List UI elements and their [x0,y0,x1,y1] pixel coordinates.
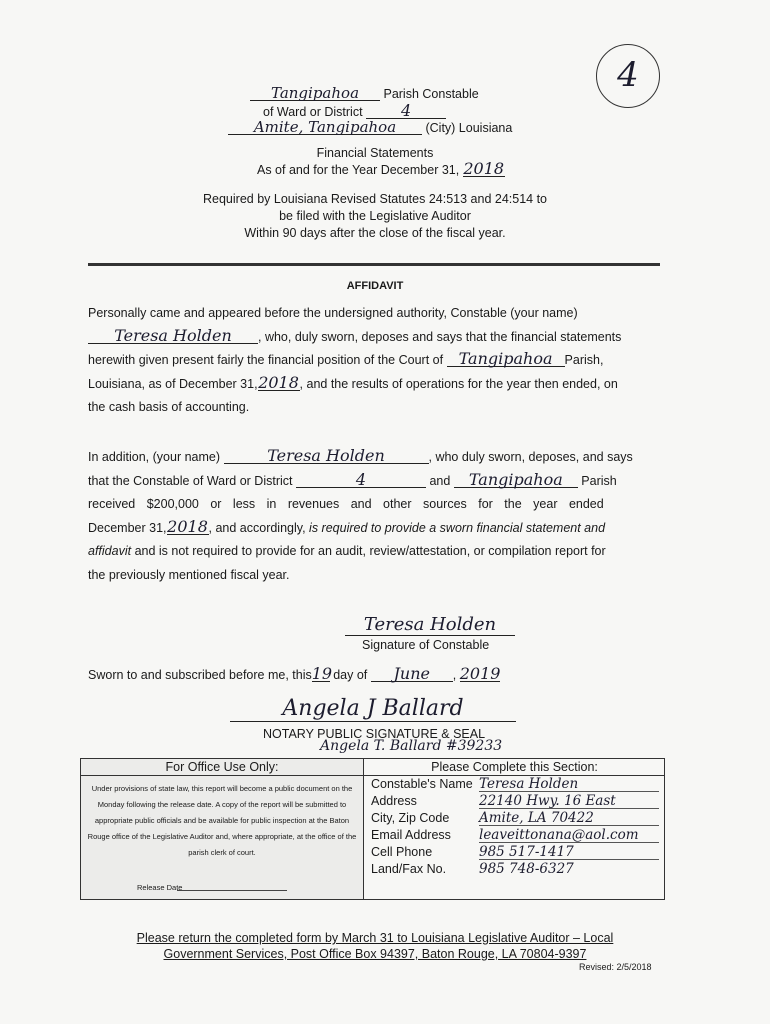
row-value-land-fax: 985 748-6327 [479,861,574,877]
row-label-email: Email Address [371,828,451,842]
constable-name-handwritten: Teresa Holden [88,329,258,344]
revised-date: Revised: 2/5/2018 [579,962,652,972]
header-ward-line [263,101,463,120]
p2-text-b: , who duly sworn, deposes, and says [428,450,633,464]
row-label-address: Address [371,794,417,808]
p1-year-handwritten: 2018 [258,372,299,392]
sworn-year-handwritten: 2019 [459,664,501,683]
parish-label: Parish Constable [383,87,479,101]
release-date-label: Release Date [137,883,183,892]
affidavit-title: AFFIDAVIT [346,280,404,292]
office-use-panel [81,759,364,899]
row-value-cell-phone: 985 517-1417 [479,845,659,860]
p2-text-g: December 31, [88,520,167,535]
row-value-email: leaveittonana@aol.com [479,828,659,843]
return-line-1: Please return the completed form by March 31 to Louisiana Legislative Auditor – Local [136,931,614,945]
row-label-constable-name: Constable's Name [371,777,473,791]
p2-text-c: that the Constable of Ward or District [88,473,293,488]
complete-section-title: Please Complete this Section: [431,760,598,774]
office-use-notice: Under provisions of state law, this report will become a public document on the Monday following the release date. A copy of the report will be submitted to appropriate public officials and be available for public inspection at the Baton Rouge office of the Legislative Auditor and, where appropriate, at the office of the parish clerk of court. [87,784,357,857]
sworn-text-c: , [452,668,457,682]
header-parish-line [250,86,510,101]
row-value-constable-name: Teresa Holden [479,777,659,792]
p1-text-f: , and the results of operations for the year then ended, on [299,376,618,391]
row-label-land-fax: Land/Fax No. [371,862,447,876]
p2-text-i: is required to provide a sworn financial statement and [309,520,606,535]
row-value-address: 22140 Hwy. 16 East [479,794,659,809]
p2-text-k: and is not required to provide for an audit, review/attestation, or compilation report for [134,544,606,558]
sworn-text-b: day of [333,668,368,682]
release-date-line [177,890,287,891]
affidavit-paragraph-2 [88,446,660,587]
p1-text-e: Louisiana, as of December 31, [88,376,258,391]
notary-name-handwritten: Angela T. Ballard #39233 [320,738,503,754]
p2-text-e: Parish [581,473,617,488]
sworn-day-handwritten: 19 [311,664,333,683]
page-number-circle: 4 [596,44,660,108]
sworn-line [88,664,608,683]
notary-label: NOTARY PUBLIC SIGNATURE & SEAL [263,727,486,741]
header-city-line [228,120,528,135]
return-instructions [60,930,690,962]
parish-handwritten-2: Tangipahoa [454,473,578,488]
court-parish-handwritten: Tangipahoa [447,352,565,367]
ward-handwritten: 4 [366,104,446,119]
p2-text-d: and [429,473,451,488]
parish-handwritten: Tangipahoa [250,86,380,101]
notary-signature: Angela J Ballard [230,696,516,722]
sworn-month-handwritten: June [371,667,453,682]
sworn-text-a: Sworn to and subscribed before me, this [88,668,312,682]
row-value-city-zip: Amite, LA 70422 [479,811,659,826]
p1-text-d: Parish, [564,353,604,367]
return-line-2: Government Services, Post Office Box 94397, Baton Rouge, LA 70804-9397 [163,947,587,961]
row-label-city-zip: City, Zip Code [371,811,450,825]
ward-label: of Ward or District [263,105,363,119]
p2-text-f: received $200,000 or less in revenues and other sources for the year ended [88,497,604,511]
constable-signature: Teresa Holden [345,614,515,636]
asof-line [257,159,557,178]
asof-year-handwritten: 2018 [463,159,505,178]
divider-rule [88,263,660,266]
required-line-1: Required by Louisiana Revised Statutes 24:513 and 24:514 to [203,192,547,206]
p1-text-g: the cash basis of accounting. [88,400,250,414]
row-label-cell-phone: Cell Phone [371,845,433,859]
constable-name-handwritten-2: Teresa Holden [224,449,429,464]
office-use-title: For Office Use Only: [165,760,279,774]
p1-text-c: herewith given present fairly the financial position of the Court of [88,353,444,367]
p2-text-a: In addition, (your name) [88,450,221,464]
required-line-2: be filed with the Legislative Auditor [279,209,471,223]
p2-text-j: affidavit [88,544,132,558]
asof-text: As of and for the Year December 31, [257,163,460,177]
required-line-3: Within 90 days after the close of the fiscal year. [244,226,506,240]
fs-title: Financial Statements [316,146,434,160]
city-handwritten: Amite, Tangipahoa [228,120,422,135]
ward-handwritten-2: 4 [296,473,426,488]
required-statement [150,191,600,242]
city-label: (City) Louisiana [425,121,513,135]
p2-text-h: , and accordingly, [208,520,306,535]
signature-label: Signature of Constable [362,638,490,652]
p1-text-a: Personally came and appeared before the undersigned authority, Constable (your name) [88,306,578,320]
p2-year-handwritten: 2018 [167,516,208,536]
affidavit-paragraph-1 [88,302,660,420]
p1-text-b: , who, duly sworn, deposes and says that the financial statements [258,329,622,344]
office-box [80,758,665,900]
p2-text-l: the previously mentioned fiscal year. [88,567,290,582]
